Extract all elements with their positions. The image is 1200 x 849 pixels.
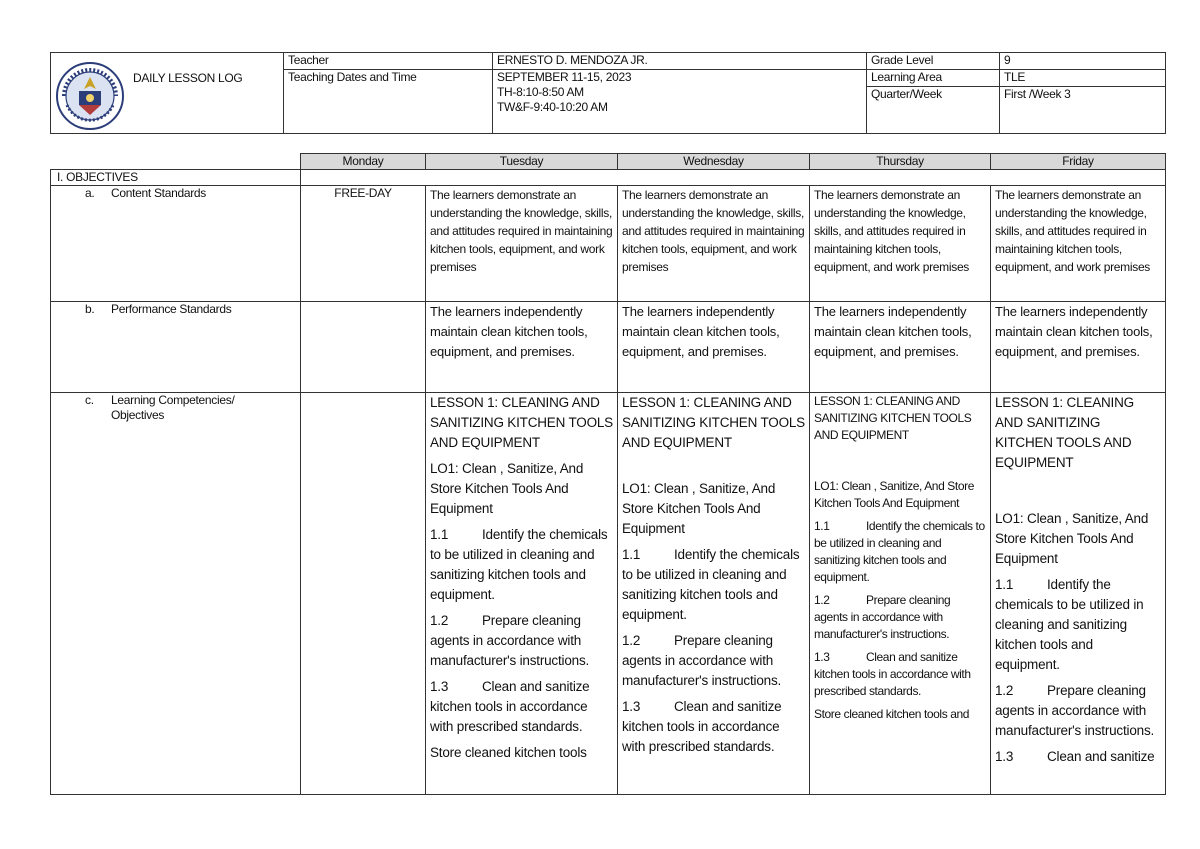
- performance-standards-tuesday: The learners independently maintain clean kitchen tools, equipment, and premises.: [426, 302, 618, 393]
- objective-item: 1.1 Identify the chemicals to be utilized in cleaning and sanitizing kitchen tools and equipment.: [430, 527, 608, 602]
- objective-item: 1.2 Prepare cleaning agents in accordance with manufacturer's instructions.: [995, 683, 1155, 738]
- competencies-tuesday: [426, 393, 618, 795]
- lesson-title: LESSON 1: CLEANING AND SANITIZING KITCHEN TOOLS AND EQUIPMENT: [995, 395, 1134, 470]
- monday-free-day: FREE-DAY: [301, 186, 426, 302]
- objective-item: 1.3 Clean and sanitize kitchen tools in accordance with prescribed standards.: [622, 699, 782, 754]
- teacher-name: ERNESTO D. MENDOZA JR.: [493, 53, 867, 70]
- day-header-friday: Friday: [991, 154, 1166, 170]
- learning-outcome: LO1: Clean , Sanitize, And Store Kitchen Tools And Equipment: [814, 479, 974, 510]
- time-line: TW&F-9:40-10:20 AM: [497, 100, 608, 114]
- lesson-title: LESSON 1: CLEANING AND SANITIZING KITCHEN TOOLS AND EQUIPMENT: [814, 394, 972, 442]
- time-line: TH-8:10-8:50 AM: [497, 85, 584, 99]
- content-standards-tuesday: The learners demonstrate an understanding the knowledge, skills, and attitudes required in maintaining kitchen tools, equipment, and work premises: [426, 186, 618, 302]
- item-number: a.: [85, 186, 95, 200]
- logo-cell: [51, 53, 284, 134]
- section-spacer: [301, 170, 1166, 186]
- header-table: [50, 52, 1166, 134]
- objective-item: 1.3 Clean and sanitize kitchen tools in accordance with prescribed standards.: [814, 650, 971, 698]
- lesson-title: LESSON 1: CLEANING AND SANITIZING KITCHEN TOOLS AND EQUIPMENT: [430, 395, 613, 450]
- lesson-title: LESSON 1: CLEANING AND SANITIZING KITCHEN TOOLS AND EQUIPMENT: [622, 395, 805, 450]
- item-number: c.: [85, 393, 94, 407]
- corner-cell: [51, 154, 301, 170]
- objective-item: Store cleaned kitchen tools: [430, 745, 587, 760]
- objective-item: 1.1 Identify the chemicals to be utilized in cleaning and sanitizing kitchen tools and equipment.: [622, 547, 800, 622]
- competencies-friday: [991, 393, 1166, 795]
- item-label: Content Standards: [111, 186, 206, 200]
- objective-item: 1.1 Identify the chemicals to be utilized in cleaning and sanitizing kitchen tools and equipment.: [995, 577, 1144, 672]
- content-standards-thursday: The learners demonstrate an understanding the knowledge, skills, and attitudes required in maintaining kitchen tools, equipment, and work premises: [810, 186, 991, 302]
- lesson-table: [50, 153, 1166, 795]
- learning-outcome: LO1: Clean , Sanitize, And Store Kitchen Tools And Equipment: [430, 461, 584, 516]
- deped-seal-logo: [55, 61, 125, 131]
- monday-empty: [301, 393, 426, 795]
- day-header-wednesday: Wednesday: [618, 154, 810, 170]
- objective-item: Store cleaned kitchen tools and: [814, 707, 970, 721]
- objective-item: 1.2 Prepare cleaning agents in accordance with manufacturer's instructions.: [430, 613, 590, 668]
- learning-outcome: LO1: Clean , Sanitize, And Store Kitchen Tools And Equipment: [995, 511, 1149, 566]
- item-number: b.: [85, 302, 95, 316]
- day-header-thursday: Thursday: [810, 154, 991, 170]
- content-standards-friday: The learners demonstrate an understanding the knowledge, skills, and attitudes required in maintaining kitchen tools, equipment, and work premises: [991, 186, 1166, 302]
- performance-standards-thursday: The learners independently maintain clean kitchen tools, equipment, and premises.: [810, 302, 991, 393]
- section-objectives: I. OBJECTIVES: [51, 170, 301, 186]
- dates-label: Teaching Dates and Time: [284, 70, 493, 134]
- item-label: Learning Competencies/: [111, 393, 235, 407]
- document-title: DAILY LESSON LOG: [133, 71, 243, 85]
- quarter-week-value: First /Week 3: [1000, 87, 1166, 134]
- competencies-thursday: [810, 393, 991, 795]
- content-standards-label: [51, 186, 301, 302]
- objective-item: 1.3 Clean and sanitize kitchen tools in accordance with prescribed standards.: [430, 679, 590, 734]
- dates-value: [493, 70, 867, 134]
- monday-empty: [301, 302, 426, 393]
- objective-item: 1.3 Clean and sanitize: [995, 749, 1155, 764]
- teacher-label: Teacher: [284, 53, 493, 70]
- competencies-wednesday: [618, 393, 810, 795]
- learning-competencies-label: [51, 393, 301, 795]
- item-label: Objectives: [111, 408, 165, 422]
- objective-item: 1.2 Prepare cleaning agents in accordance with manufacturer's instructions.: [622, 633, 782, 688]
- objective-item: 1.1 Identify the chemicals to be utilized in cleaning and sanitizing kitchen tools and equipment.: [814, 519, 985, 584]
- day-header-tuesday: Tuesday: [426, 154, 618, 170]
- performance-standards-label: [51, 302, 301, 393]
- day-header-monday: Monday: [301, 154, 426, 170]
- grade-level-value: 9: [1000, 53, 1166, 70]
- grade-level-label: Grade Level: [867, 53, 1000, 70]
- dates-line: SEPTEMBER 11-15, 2023: [497, 70, 632, 84]
- performance-standards-wednesday: The learners independently maintain clean kitchen tools, equipment, and premises.: [618, 302, 810, 393]
- item-label: Performance Standards: [111, 302, 232, 316]
- performance-standards-friday: The learners independently maintain clean kitchen tools, equipment, and premises.: [991, 302, 1166, 393]
- quarter-week-label: Quarter/Week: [867, 87, 1000, 134]
- learning-area-label: Learning Area: [867, 70, 1000, 87]
- learning-outcome: LO1: Clean , Sanitize, And Store Kitchen Tools And Equipment: [622, 481, 776, 536]
- content-standards-wednesday: The learners demonstrate an understanding the knowledge, skills, and attitudes required in maintaining kitchen tools, equipment, and work premises: [618, 186, 810, 302]
- learning-area-value: TLE: [1000, 70, 1166, 87]
- objective-item: 1.2 Prepare cleaning agents in accordance with manufacturer's instructions.: [814, 593, 951, 641]
